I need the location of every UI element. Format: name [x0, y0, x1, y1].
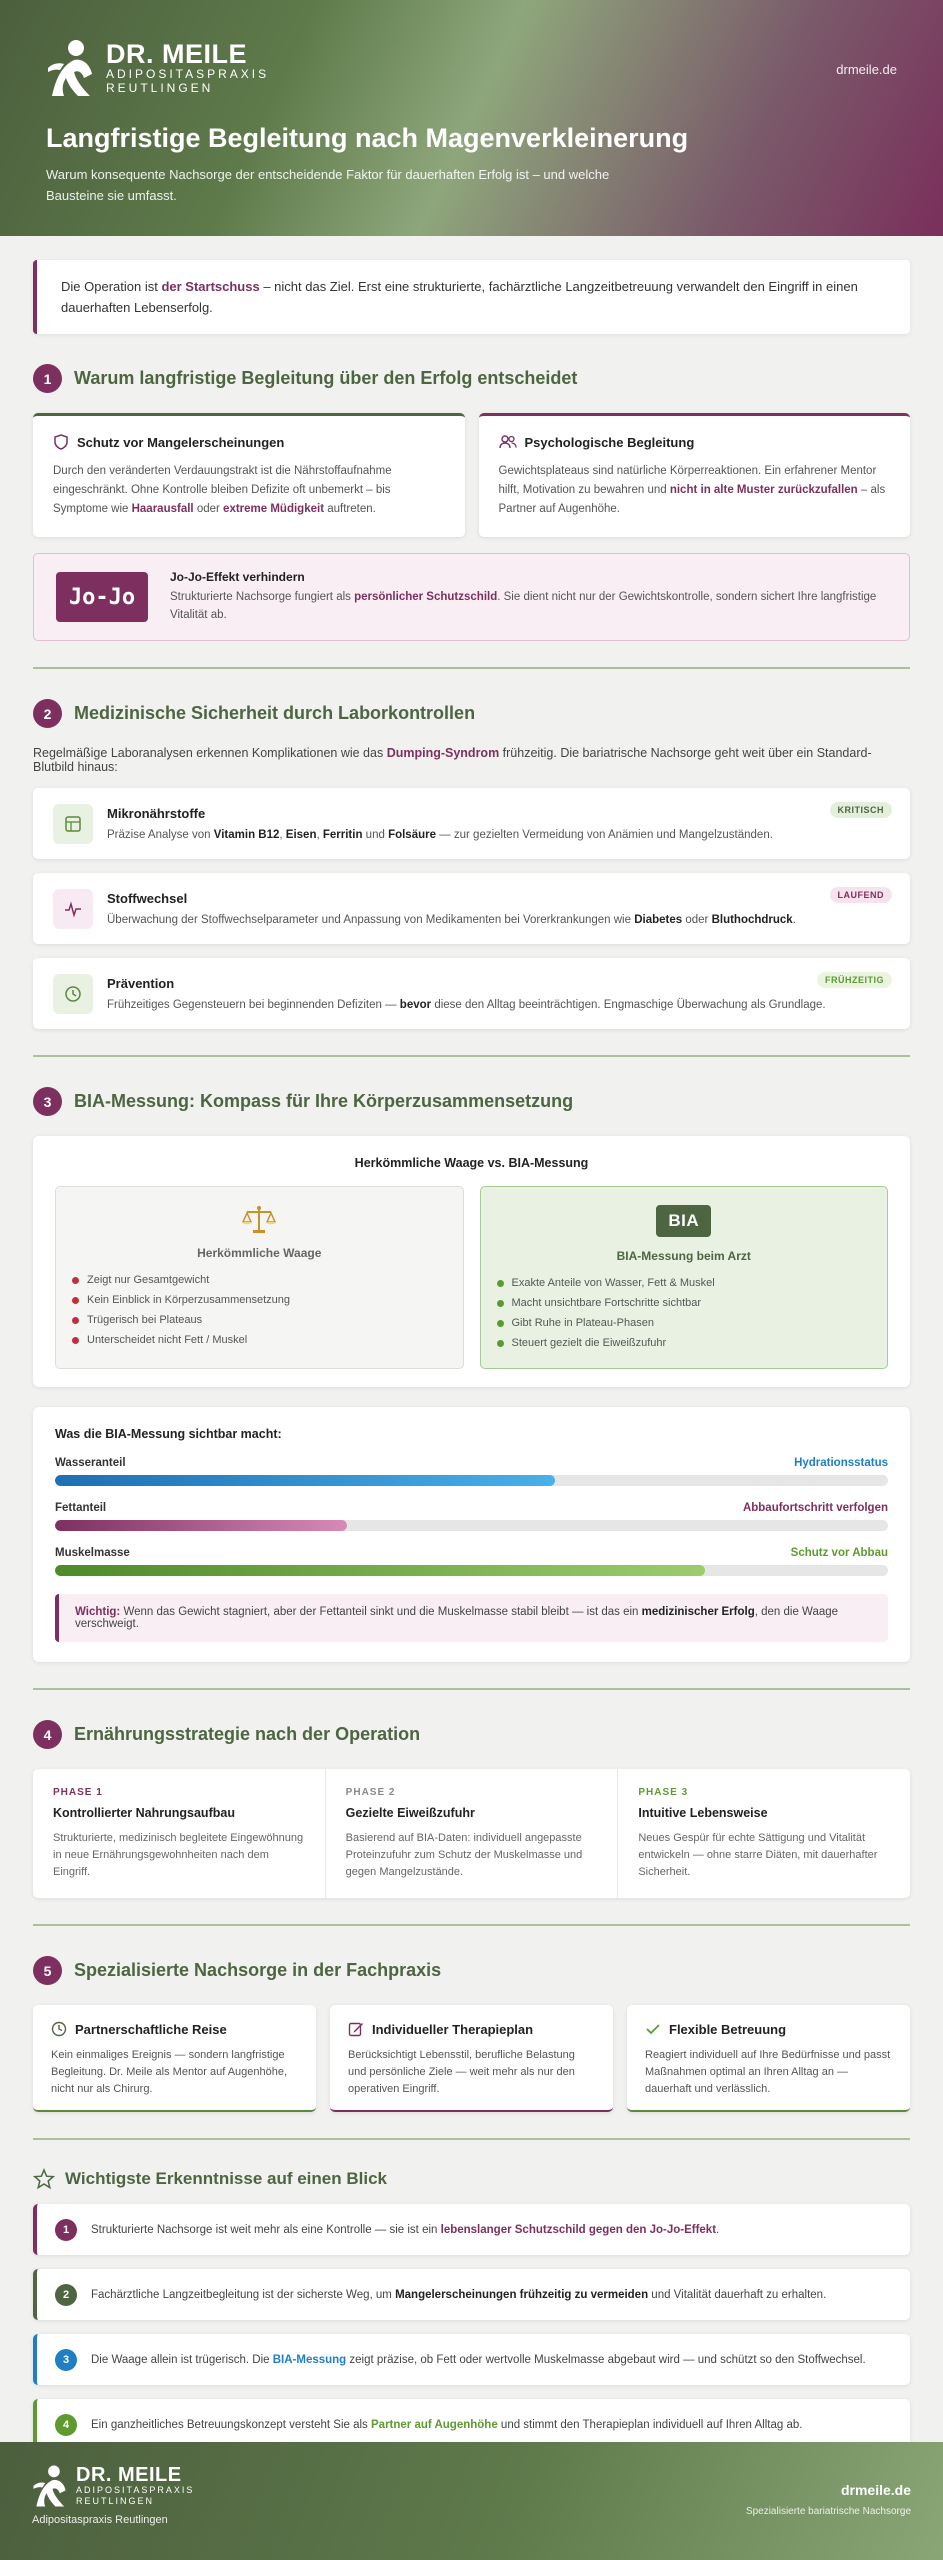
bia-title: BIA-Messung beim Arzt [616, 1249, 751, 1263]
section-divider [33, 2138, 910, 2140]
card-title: Psychologische Begleitung [524, 434, 695, 450]
summary-text: Strukturierte Nachsorge ist weit mehr als eine Kontrolle — sie ist ein lebenslanger Schutzschild gegen den Jo-Jo-Effekt. [91, 2223, 720, 2236]
summary-text: Fachärztliche Langzeitbegleitung ist der sicherste Weg, um Mangelerscheinungen frühzeitig zu vermeiden und Vitalität dauerhaft zu erhalten. [91, 2288, 827, 2301]
card-psychological-support [479, 413, 911, 537]
intro-text: Die Operation ist [61, 279, 162, 294]
phase-label: PHASE 1 [53, 1787, 103, 1798]
summary-text: Die Waage allein ist trügerisch. Die BIA-Messung zeigt präzise, ob Fett oder wertvolle Muskelmasse abgebaut wird — und schützt so den Stoffwechsel. [91, 2353, 866, 2366]
phase-1 [33, 1769, 325, 1898]
status-badge: KRITISCH [830, 802, 893, 818]
important-note: Wichtig: Wenn das Gewicht stagniert, aber der Fettanteil sinkt und die Muskelmasse stabil bleibt — ist das ein medizinischer Erfolg, den die Waage verschweigt. [55, 1594, 888, 1642]
section-title: Medizinische Sicherheit durch Laborkontrollen [74, 703, 476, 723]
section-title: BIA-Messung: Kompass für Ihre Körperzusammensetzung [74, 1091, 574, 1111]
bar-caption: Hydrationsstatus [794, 1457, 888, 1469]
bars-title: Was die BIA-Messung sichtbar macht: [55, 1427, 282, 1441]
lab-title: Stoffwechsel [107, 891, 188, 906]
summary-number: 2 [55, 2284, 77, 2306]
section-2-heading [33, 699, 910, 728]
bar-track [55, 1475, 888, 1486]
phases-panel [33, 1769, 910, 1898]
phase-title: Gezielte Eiweißzufuhr [345, 1806, 475, 1820]
footer-url[interactable]: drmeile.de [840, 2482, 911, 2498]
section-number: 1 [33, 364, 62, 393]
section-3-heading [33, 1087, 910, 1116]
status-badge: LAUFEND [830, 887, 893, 903]
summary-heading [33, 2168, 910, 2190]
phase-desc: Basierend auf BIA-Daten: individuell angepasste Proteinzufuhr zum Schutz der Muskelmasse und gegen Mangelzustände. [345, 1832, 583, 1878]
bullet-dot [497, 1340, 504, 1347]
card-flexible-care [627, 2005, 910, 2112]
bar-track [55, 1565, 888, 1576]
card-text: Berücksichtigt Lebensstil, berufliche Belastung und persönliche Ziele — weit mehr als nur den operativen Eingriff. [348, 2049, 575, 2095]
card-title: Individueller Therapieplan [372, 2021, 534, 2037]
lab-title: Mikronährstoffe [107, 806, 206, 821]
bar-caption: Abbaufortschritt verfolgen [742, 1502, 888, 1514]
section-5-heading [33, 1956, 910, 1985]
scale-icon [242, 1205, 276, 1235]
jojo-title: Jo-Jo-Effekt verhindern [170, 570, 305, 584]
card-text: Reagiert individuell auf Ihre Bedürfnisse und passt Maßnahmen optimal an Ihren Alltag an — dauerhaft und verlässlich. [645, 2049, 891, 2095]
section-divider [33, 1688, 910, 1690]
list-item-text: Trügerisch bei Plateaus [87, 1314, 203, 1326]
jojo-callout [33, 553, 910, 641]
phase-title: Kontrollierter Nahrungsaufbau [53, 1806, 235, 1820]
pulse-icon [53, 889, 93, 929]
bar-label: Fettanteil [55, 1502, 107, 1514]
brand-city: REUTLINGEN [106, 81, 214, 95]
summary-number: 4 [55, 2414, 77, 2436]
phase-desc: Neues Gespür für echte Sättigung und Vitalität entwickeln — ohne starre Diäten, mit dauerhafter Sicherheit. [638, 1832, 878, 1878]
bar-fill [55, 1475, 555, 1486]
bar-row [55, 1502, 888, 1531]
section-number: 4 [33, 1720, 62, 1749]
card-deficiency-protection [33, 413, 465, 537]
users-icon [499, 434, 517, 450]
bar-row [55, 1457, 888, 1486]
intro-callout [33, 260, 910, 334]
section-number: 2 [33, 699, 62, 728]
intro-highlight: der Startschuss [161, 279, 260, 294]
card-title: Schutz vor Mangelerscheinungen [77, 434, 285, 450]
bar-caption: Schutz vor Abbau [790, 1547, 888, 1559]
list-item [497, 1273, 872, 1293]
page-title: Langfristige Begleitung nach Magenverkleinerung [46, 123, 689, 153]
section-title: Spezialisierte Nachsorge in der Fachpraxis [74, 1960, 442, 1980]
list-item-text: Exakte Anteile von Wasser, Fett & Muskel [511, 1277, 715, 1289]
section-number: 3 [33, 1087, 62, 1116]
list-item-text: Kein Einblick in Körperzusammensetzung [87, 1294, 290, 1306]
section-intro: Regelmäßige Laboranalysen erkennen Komplikationen wie das Dumping-Syndrom frühzeitig. Die bariatrische Nachsorge geht weit über ein Standard-Blutbild hinaus: [33, 746, 872, 774]
bar-track [55, 1520, 888, 1531]
card-title: Flexible Betreuung [669, 2021, 787, 2037]
list-item-text: Unterscheidet nicht Fett / Muskel [87, 1334, 248, 1346]
clock-icon [51, 2021, 67, 2037]
lab-text: Überwachung der Stoffwechselparameter und Anpassung von Medikamenten bei Vorerkrankungen wie Diabetes oder Bluthochdruck. [107, 914, 796, 926]
card-text: Gewichtsplateaus sind natürliche Körperreaktionen. Ein erfahrener Mentor hilft, Motivation zu bewahren und nicht in alte Muster zurückzufallen – als Partner auf Augenhöhe. [498, 465, 886, 515]
intro-text-2: – nicht das Ziel. Erst eine strukturierte, fachärztliche Langzeitbetreuung verwandelt den Eingriff in einen dauerhaften Lebenserfolg. [61, 279, 858, 315]
list-item-text: Macht unsichtbare Fortschritte sichtbar [511, 1297, 702, 1309]
scale-list [72, 1270, 447, 1350]
clock-icon [53, 974, 93, 1014]
logo-figure-icon [32, 2464, 70, 2508]
card-title: Partnerschaftliche Reise [75, 2021, 227, 2037]
bar-fill [55, 1520, 347, 1531]
phase-label: PHASE 2 [345, 1787, 396, 1798]
scale-box [55, 1186, 464, 1369]
summary-number: 3 [55, 2349, 77, 2371]
section-1-heading [33, 364, 910, 393]
lab-text: Frühzeitiges Gegensteuern bei beginnenden Defiziten — bevor diese den Alltag beeinträchtigen. Engmaschige Überwachung als Grundlage. [107, 999, 826, 1011]
section-title: Ernährungsstrategie nach der Operation [74, 1724, 421, 1744]
comparison-panel [33, 1136, 910, 1387]
summary-item [33, 2204, 910, 2255]
list-item [72, 1330, 447, 1350]
brand-subtitle: ADIPOSITASPRAXIS [106, 67, 270, 81]
lab-title: Prävention [107, 976, 175, 991]
list-item [497, 1333, 872, 1353]
phase-title: Intuitive Lebensweise [638, 1806, 768, 1820]
check-icon [645, 2021, 661, 2037]
logo[interactable] [46, 38, 897, 98]
section-divider [33, 1924, 910, 1926]
summary-title: Wichtigste Erkenntnisse auf einen Blick [65, 2169, 387, 2188]
hero-header [0, 0, 943, 236]
footer-tagline: Spezialisierte bariatrische Nachsorge [745, 2506, 911, 2517]
section-4-heading [33, 1720, 910, 1749]
jojo-badge: Jo-Jo [56, 572, 148, 622]
footer-city: Adipositaspraxis Reutlingen [32, 2514, 168, 2526]
list-item-text: Gibt Ruhe in Plateau-Phasen [511, 1317, 654, 1329]
bullet-dot [497, 1320, 504, 1327]
bar-label: Wasseranteil [55, 1457, 126, 1469]
bullet-dot [497, 1280, 504, 1287]
lab-card-prevention [33, 958, 910, 1029]
list-item-text: Steuert gezielt die Eiweißzufuhr [511, 1337, 667, 1349]
card-text: Kein einmaliges Ereignis — sondern langfristige Begleitung. Dr. Meile als Mentor auf Augenhöhe, nicht nur als Chirurg. [51, 2049, 288, 2095]
logo-figure-icon [46, 38, 98, 98]
brand-city: REUTLINGEN [76, 2496, 155, 2506]
list-item [72, 1310, 447, 1330]
list-item [497, 1313, 872, 1333]
list-item [72, 1270, 447, 1290]
bullet-dot [497, 1300, 504, 1307]
bia-bars-panel [33, 1407, 910, 1662]
scale-title: Herkömmliche Waage [197, 1246, 322, 1260]
footer [0, 2442, 943, 2560]
brand-name: DR. MEILE [106, 39, 248, 69]
phase-label: PHASE 3 [638, 1787, 689, 1798]
lab-card-metabolism [33, 873, 910, 944]
list-item [72, 1290, 447, 1310]
section-title: Warum langfristige Begleitung über den Erfolg entscheidet [74, 368, 578, 388]
list-item [497, 1293, 872, 1313]
bia-list [497, 1273, 872, 1353]
phase-3 [617, 1769, 910, 1898]
list-item-text: Zeigt nur Gesamtgewicht [87, 1274, 210, 1286]
phase-desc: Strukturierte, medizinisch begleitete Eingewöhnung in neue Ernährungsgewohnheiten nach dem Eingriff. [53, 1832, 304, 1878]
bar-label: Muskelmasse [55, 1547, 130, 1559]
summary-item [33, 2269, 910, 2320]
site-link[interactable]: drmeile.de [836, 62, 897, 77]
card-therapy-plan [330, 2005, 613, 2112]
lab-text: Präzise Analyse von Vitamin B12, Eisen, Ferritin und Folsäure — zur gezielten Vermeidung von Anämien und Mangelzuständen. [107, 829, 773, 841]
section-divider [33, 667, 910, 669]
comparison-title: Herkömmliche Waage vs. BIA-Messung [354, 1156, 589, 1170]
star-icon [33, 2168, 55, 2190]
summary-number: 1 [55, 2219, 77, 2241]
bia-badge: BIA [656, 1205, 711, 1237]
summary-text: Ein ganzheitliches Betreuungskonzept versteht Sie als Partner auf Augenhöhe und stimmt den Therapieplan individuell auf Ihren Alltag ab. [91, 2418, 803, 2431]
bullet-dot [72, 1297, 79, 1304]
phase-2 [325, 1769, 618, 1898]
lab-card-micronutrients [33, 788, 910, 859]
bullet-dot [72, 1337, 79, 1344]
summary-item [33, 2334, 910, 2385]
card-partnership [33, 2005, 316, 2112]
edit-icon [348, 2021, 364, 2037]
table-grid-icon [53, 804, 93, 844]
card-text: Durch den veränderten Verdauungstrakt ist die Nährstoffaufnahme eingeschränkt. Ohne Kontrolle bleiben Defizite oft unbemerkt – bis Symptome wie Haarausfall oder extreme Müdigkeit auftreten. [53, 465, 392, 515]
jojo-text: Strukturierte Nachsorge fungiert als persönlicher Schutzschild. Sie dient nicht nur der Gewichtskontrolle, sondern sichert Ihre langfristige Vitalität ab. [170, 591, 877, 621]
section-divider [33, 1055, 910, 1057]
bullet-dot [72, 1277, 79, 1284]
bar-row [55, 1547, 888, 1576]
page-lead: Warum konsequente Nachsorge der entscheidende Faktor für dauerhaften Erfolg ist – und welche Bausteine sie umfasst. [46, 167, 610, 203]
bar-fill [55, 1565, 705, 1576]
brand-name: DR. MEILE [76, 2464, 182, 2486]
shield-icon [53, 434, 69, 450]
status-badge: FRÜHZEITIG [817, 972, 892, 988]
bullet-dot [72, 1317, 79, 1324]
brand-subtitle: ADIPOSITASPRAXIS [76, 2485, 195, 2495]
section-number: 5 [33, 1956, 62, 1985]
bia-box [480, 1186, 889, 1369]
